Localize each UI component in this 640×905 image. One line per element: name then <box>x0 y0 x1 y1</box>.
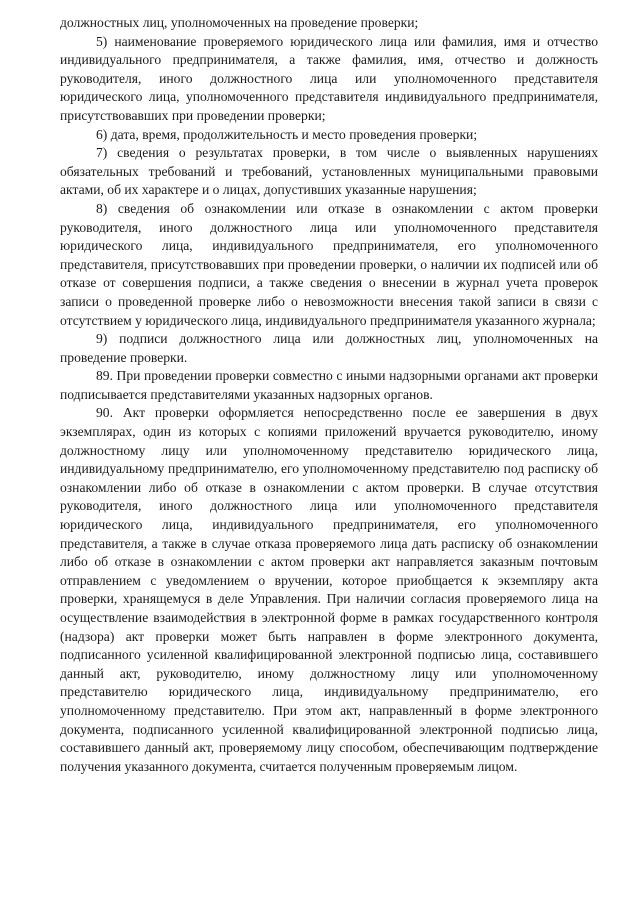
document-body <box>60 14 598 776</box>
paragraph-item-8: 8) сведения об ознакомлении или отказе в ознакомлении с актом проверки руководителя, иного должностного лица или уполномоченного представителя юридического лица, индивидуального предпринимателя, его уполномоченного представителя, присутствовавших при проведении проверки, о наличии их подписей или об отказе от совершения подписи, а также сведения о внесении в журнал учета проверок записи о проведенной проверке либо о невозможности внесения такой записи в связи с отсутствием у юридического лица, индивидуального предпринимателя указанного журнала; <box>60 200 598 328</box>
paragraph-section-90: 90. Акт проверки оформляется непосредственно после ее завершения в двух экземплярах, один из которых с копиями приложений вручается руководителю, иному должностному лицу или уполномоченному представителю юридического лица, индивидуальному предпринимателю, его уполномоченному представителю под расписку об ознакомлении либо об отказе в ознакомлении с актом проверки. В случае отсутствия руководителя, иного должностного лица или уполномоченного представителя юридического лица, индивидуального предпринимателя, его уполномоченного представителя, а также в случае отказа проверяемого лица дать расписку об ознакомлении либо об отказе в ознакомлении с актом проверки акт направляется заказным почтовым отправлением с уведомлением о вручении, которое приобщается к экземпляру акта проверки, хранящемуся в деле Управления. При наличии согласия проверяемого лица на осуществление взаимодействия в электронной форме в рамках государственного контроля (надзора) акт проверки может быть направлен в форме электронного документа, подписанного усиленной квалифицированной электронной подписью лица, составившего данный акт, руководителю, иному должностному лицу или уполномоченному представителю юридического лица, индивидуальному предпринимателю, его уполномоченному представителю. При этом акт, направленный в форме электронного документа, подписанного усиленной квалифицированной электронной подписью лица, составившего данный акт, проверяемому лицу способом, обеспечивающим подтверждение получения указанного документа, считается полученным проверяемым лицом. <box>60 405 598 774</box>
paragraph-item-6: 6) дата, время, продолжительность и место проведения проверки; <box>96 126 478 142</box>
paragraph-continuation: должностных лиц, уполномоченных на проведение проверки; <box>60 15 419 30</box>
paragraph-section-89: 89. При проведении проверки совместно с иными надзорными органами акт проверки подписывается представителями указанных надзорных органов. <box>60 368 598 402</box>
paragraph-item-7: 7) сведения о результатах проверки, в том числе о выявленных нарушениях обязательных требований и требований, установленных муниципальными правовыми актами, об их характере и о лицах, допустивших указанные нарушения; <box>60 145 598 198</box>
paragraph-item-5: 5) наименование проверяемого юридического лица или фамилия, имя и отчество индивидуального предпринимателя, а также фамилия, имя, отчество и должность руководителя, иного должностного лица или уполномоченного представителя юридического лица, уполномоченного представителя индивидуального предпринимателя, присутствовавших при проведении проверки; <box>60 33 598 123</box>
paragraph-item-9: 9) подписи должностного лица или должностных лиц, уполномоченных на проведение проверки. <box>60 331 598 365</box>
